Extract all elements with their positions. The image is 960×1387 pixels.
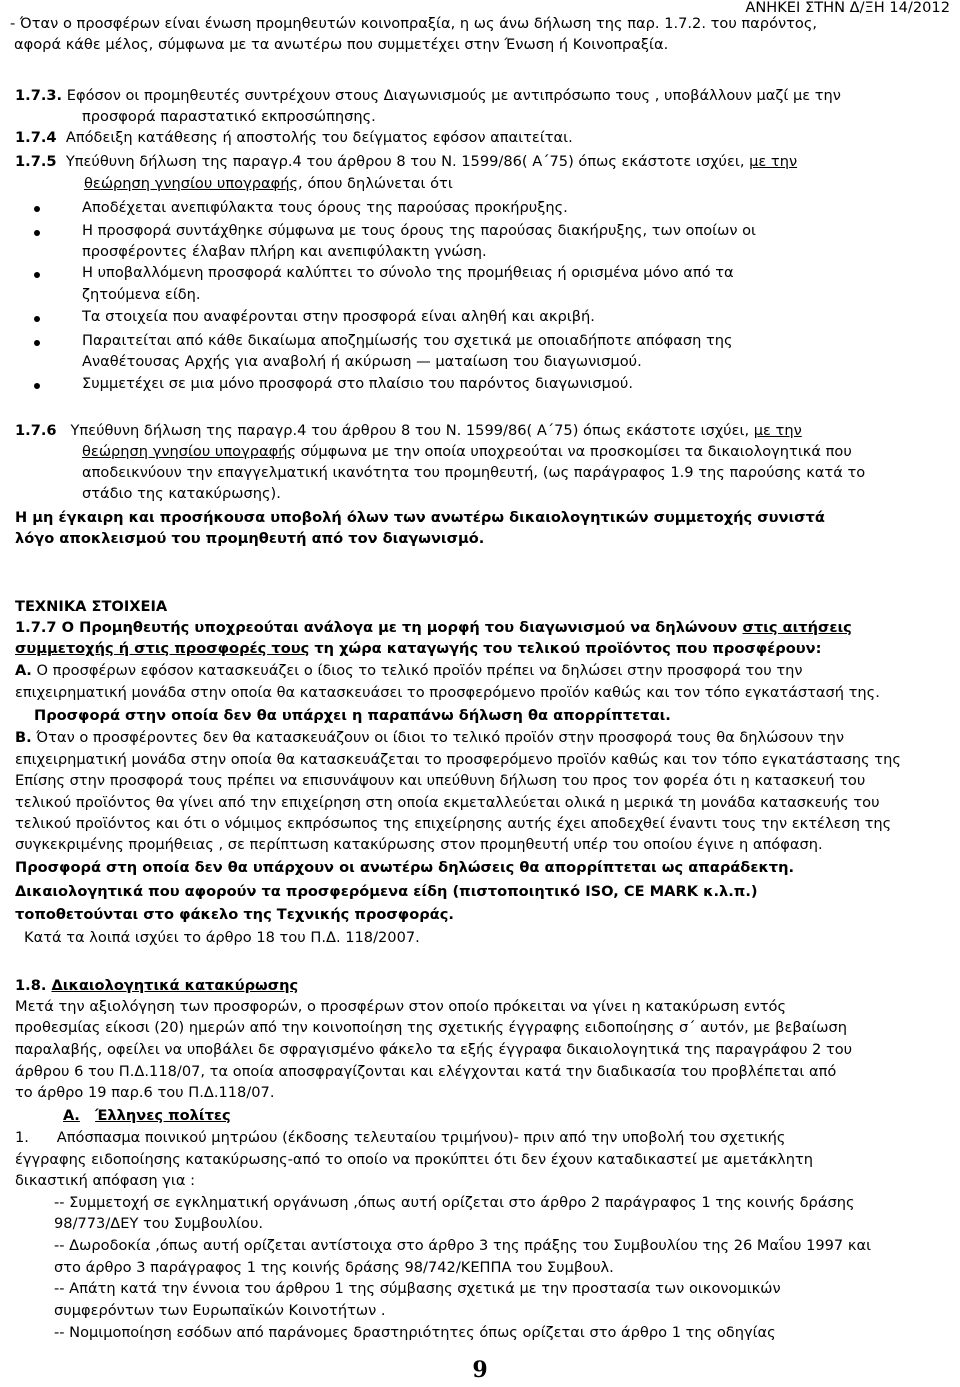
item-number: 1. [15, 1129, 29, 1146]
bullet-item-2: Η προσφορά συντάχθηκε σύμφωνα με τους όρους της παρούσας διακήρυξης, των οποίων οι [82, 222, 756, 239]
intro-line-1: - Όταν ο προσφέρων είναι ένωση προμηθευτών κοινοπραξία, η ως άνω δήλωση της παρ. 1.7.2. του παρόντος, [10, 15, 818, 32]
underlined-text: θεώρηση γνησίου υπογραφής [82, 443, 297, 460]
section-text: Υπεύθυνη δήλωση της παραγρ.4 του άρθρου 8 του Ν. 1599/86( Α΄75) όπως εκάστοτε ισχύει, [70, 422, 754, 439]
underlined-text: στις αιτήσεις [742, 619, 852, 636]
bullet-item-5: Παραιτείται από κάθε δικαίωμα αποζημίωσής του σχετικά με οποιαδήποτε απόφαση της [82, 332, 733, 349]
section-1-8-line-5: το άρθρο 19 παρ.6 του Π.Δ.118/07. [15, 1084, 275, 1101]
section-1-7-4 [15, 128, 573, 149]
underlined-text: θεώρηση γνησίου υπογραφής [84, 175, 299, 192]
tech-docs-line-2: τοποθετούνται στο φάκελο της Τεχνικής προσφοράς. [15, 906, 454, 923]
item-1-line-2: έγγραφης ειδοποίησης κατακύρωσης-από το οποίο να προκύπτει ότι δεν έχουν καταδικαστεί με αμετάκλητη [15, 1151, 813, 1168]
section-1-7-7-line-2 [15, 639, 821, 660]
exclusion-note-line-1: Η μη έγκαιρη και προσήκουσα υποβολή όλων των ανωτέρω δικαιολογητικών συμμετοχής συνιστά [15, 509, 825, 526]
bullet-item-4: Τα στοιχεία που αναφέρονται στην προσφορά είναι αληθή και ακριβή. [82, 308, 595, 325]
item-label: Β. [15, 729, 32, 746]
subsection-a-heading [63, 1106, 231, 1127]
section-1-7-3 [15, 86, 841, 107]
section-1-7-3-line-2: προσφορά παραστατικό εκπροσώπησης. [82, 108, 376, 125]
section-1-8-line-4: άρθρου 6 του Π.Δ.118/07, τα οποία αποσφραγίζονται και ελέγχονται κατά την διαδικασία του προβλέπεται από [15, 1063, 837, 1080]
dash-item-3: -- Απάτη κατά την έννοια του άρθρου 1 της σύμβασης σχετικά με την προστασία των οικονομικών [54, 1280, 781, 1297]
tech-b-line-2: επιχειρηματική μονάδα στην οποία θα κατασκευάζεται το προσφερόμενο προϊόν καθώς και τον τόπο εγκατάστασης της [15, 751, 901, 768]
item-text: Απόσπασμα ποινικού μητρώου (έκδοσης τελευταίου τριμήνου)- πριν από την υποβολή του σχετικής [56, 1129, 786, 1146]
section-number: 1.7.5 [15, 153, 57, 170]
bullet-icon [34, 383, 40, 389]
section-text: Απόδειξη κατάθεσης ή αποστολής του δείγματος εφόσον απαιτείται. [65, 129, 573, 146]
bullet-icon [34, 230, 40, 236]
bullet-item-6: Συμμετέχει σε μια μόνο προσφορά στο πλαίσιο του παρόντος διαγωνισμού. [82, 375, 633, 392]
section-number: 1.7.4 [15, 129, 57, 146]
section-number: 1.7.3. [15, 87, 63, 104]
section-1-7-5-line-2 [84, 174, 453, 195]
item-text: Ο προσφέρων εφόσον κατασκευάζει ο ίδιος το τελικό προϊόν πρέπει να δηλώσει στην προσφορά του την [31, 662, 803, 679]
tech-b-line-5: τελικού προϊόντος και ότι ο νόμιμος εκπρόσωπος της επιχείρησης αυτής έχει αποδεχθεί έναντι τους την εκτέλεση της [15, 815, 892, 832]
item-text: Όταν ο προσφέροντες δεν θα κατασκευάζουν οι ίδιοι το τελικό προϊόν στην προσφορά τους θα δηλώσουν την [31, 729, 845, 746]
tech-a-line-2: επιχειρηματική μονάδα στην οποία θα κατασκευάσει το προσφερόμενο προϊόν καθώς και τον τόπο εγκατάστασή της. [15, 684, 880, 701]
exclusion-note-line-2: λόγο αποκλεισμού του προμηθευτή από τον διαγωνισμό. [15, 530, 485, 547]
section-1-7-7 [15, 618, 852, 639]
underlined-text: με την [749, 153, 798, 170]
dash-item-4: -- Νομιμοποίηση εσόδων από παράνομες δραστηριότητες όπως ορίζεται στο άρθρο 1 της οδηγίας [54, 1324, 776, 1341]
tech-b-line-3: Επίσης στην προσφορά τους πρέπει να επισυνάψουν και υπεύθυνη δήλωση του προς τον φορέα ότι η κατασκευή του [15, 772, 866, 789]
underlined-text: συμμετοχής ή στις προσφορές τους [15, 640, 310, 657]
tech-docs-line-1: Δικαιολογητικά που αφορούν τα προσφερόμενα είδη (πιστοποιητικό ISO, CE MARK κ.λ.π.) [15, 883, 758, 900]
section-1-8-heading [15, 976, 298, 997]
section-text: 1.7.7 Ο Προμηθευτής υποχρεούται ανάλογα με τη μορφή του διαγωνισμού να δηλώνουν [15, 619, 743, 636]
section-1-8-line-3: παραλαβής, οφείλει να υποβάλει δε σφραγισμένο φάκελο τα εξής έγγραφα δικαιολογητικά της παραγράφου 2 του [15, 1041, 853, 1058]
bullet-icon [34, 272, 40, 278]
dash-item-1-line-2: 98/773/ΔΕΥ του Συμβουλίου. [54, 1215, 264, 1232]
section-1-8-line-2: προθεσμίας είκοσι (20) ημερών από την κοινοποίηση της σχετικής έγγραφης ειδοποίησης σ΄ αυτόν, με βεβαίωση [15, 1019, 847, 1036]
bullet-item-2-line-2: προσφέροντες έλαβαν πλήρη και ανεπιφύλακτη γνώση. [82, 243, 487, 260]
section-title: Δικαιολογητικά κατακύρωσης [51, 977, 299, 994]
intro-line-2: αφορά κάθε μέλος, σύμφωνα με τα ανωτέρω που συμμετέχει στην Ένωση ή Κοινοπραξία. [14, 36, 669, 53]
bullet-icon [34, 340, 40, 346]
tech-b-reject: Προσφορά στη οποία δεν θα υπάρχουν οι ανωτέρω δηλώσεις θα απορρίπτεται ως απαράδεκτη. [15, 859, 795, 876]
section-1-7-6-line-3: αποδεικνύουν την επαγγελματική ικανότητα του προμηθευτή, (ως παράγραφος 1.9 της παρούσης κατά το [82, 464, 866, 481]
section-1-7-6-line-2 [82, 442, 852, 463]
section-1-8-line-1: Μετά την αξιολόγηση των προσφορών, ο προσφέρων στον οποίο πρόκειται να γίνει η κατακύρωση εντός [15, 998, 787, 1015]
page-number: 9 [472, 1357, 488, 1383]
section-text: , όπου δηλώνεται ότι [298, 175, 453, 192]
item-1-line-1 [15, 1128, 786, 1149]
item-1-line-3: δικαστική απόφαση για : [15, 1172, 196, 1189]
section-1-7-6 [15, 421, 802, 442]
bullet-item-3: Η υποβαλλόμενη προσφορά καλύπτει το σύνολο της προμήθειας ή ορισμένα μόνο από τα [82, 264, 734, 281]
section-text: τη χώρα καταγωγής του τελικού προϊόντος που προσφέρουν: [309, 640, 822, 657]
item-label: Α. [63, 1107, 80, 1124]
section-number: 1.7.6 [15, 422, 57, 439]
bullet-item-5-line-2: Αναθέτουσας Αρχής για αναβολή ή ακύρωση — ματαίωση του διαγωνισμού. [82, 353, 642, 370]
subsection-title: Έλληνες πολίτες [95, 1107, 231, 1124]
document-reference: ΑΝΗΚΕΙ ΣΤΗΝ Δ/ΞΗ 14/2012 [745, 0, 950, 16]
bullet-item-3-line-2: ζητούμενα είδη. [82, 286, 201, 303]
tech-b-line-6: συγκεκριμένης προμήθειας , σε περίπτωση κατακύρωσης στον προμηθευτή υπέρ του οποίου έγινε η απόφαση. [15, 836, 823, 853]
tech-b-line-1 [15, 728, 844, 749]
dash-item-2-line-2: στο άρθρο 3 παράγραφος 1 της κοινής δράσης 98/742/ΚΕΠΠΑ του Συμβουλ. [54, 1259, 614, 1276]
section-1-7-5 [15, 152, 797, 173]
tech-a-line-1 [15, 661, 803, 682]
tech-title: ΤΕΧΝΙΚΑ ΣΤΟΙΧΕΙΑ [15, 598, 168, 615]
item-label: Α. [15, 662, 32, 679]
section-text: Εφόσον οι προμηθευτές συντρέχουν στους Διαγωνισμούς με αντιπρόσωπο τους , υποβάλλουν μαζί με την [66, 87, 841, 104]
section-text: σύμφωνα με την οποία υποχρεούται να προσκομίσει τα δικαιολογητικά που [296, 443, 852, 460]
tech-rest: Κατά τα λοιπά ισχύει το άρθρο 18 του Π.Δ. 118/2007. [24, 929, 420, 946]
tech-b-line-4: τελικού προϊόντος θα γίνει από την επιχείρηση στη οποία εκμεταλλεύεται ολικά η μερικά τη μονάδα κατασκευής του [15, 794, 880, 811]
bullet-icon [34, 316, 40, 322]
dash-item-2: -- Δωροδοκία ,όπως αυτή ορίζεται αντίστοιχα στο άρθρο 3 της πράξης του Συμβουλίου της 26 Μαΐου 1997 και [54, 1237, 872, 1254]
tech-a-reject: Προσφορά στην οποία δεν θα υπάρχει η παραπάνω δήλωση θα απορρίπτεται. [34, 707, 671, 724]
dash-item-1: -- Συμμετοχή σε εγκληματική οργάνωση ,όπως αυτή ορίζεται στο άρθρο 2 παράγραφος 1 της κοινής δράσης [54, 1194, 855, 1211]
section-number: 1.8. [15, 977, 47, 994]
bullet-icon [34, 206, 40, 212]
underlined-text: με την [753, 422, 802, 439]
bullet-item-1: Αποδέχεται ανεπιφύλακτα τους όρους της παρούσας προκήρυξης. [82, 199, 568, 216]
dash-item-3-line-2: συμφερόντων των Ευρωπαϊκών Κοινοτήτων . [54, 1302, 386, 1319]
section-text: Υπεύθυνη δήλωση της παραγρ.4 του άρθρου 8 του Ν. 1599/86( Α΄75) όπως εκάστοτε ισχύει, [65, 153, 750, 170]
section-1-7-6-line-4: στάδιο της κατακύρωσης). [82, 485, 281, 502]
